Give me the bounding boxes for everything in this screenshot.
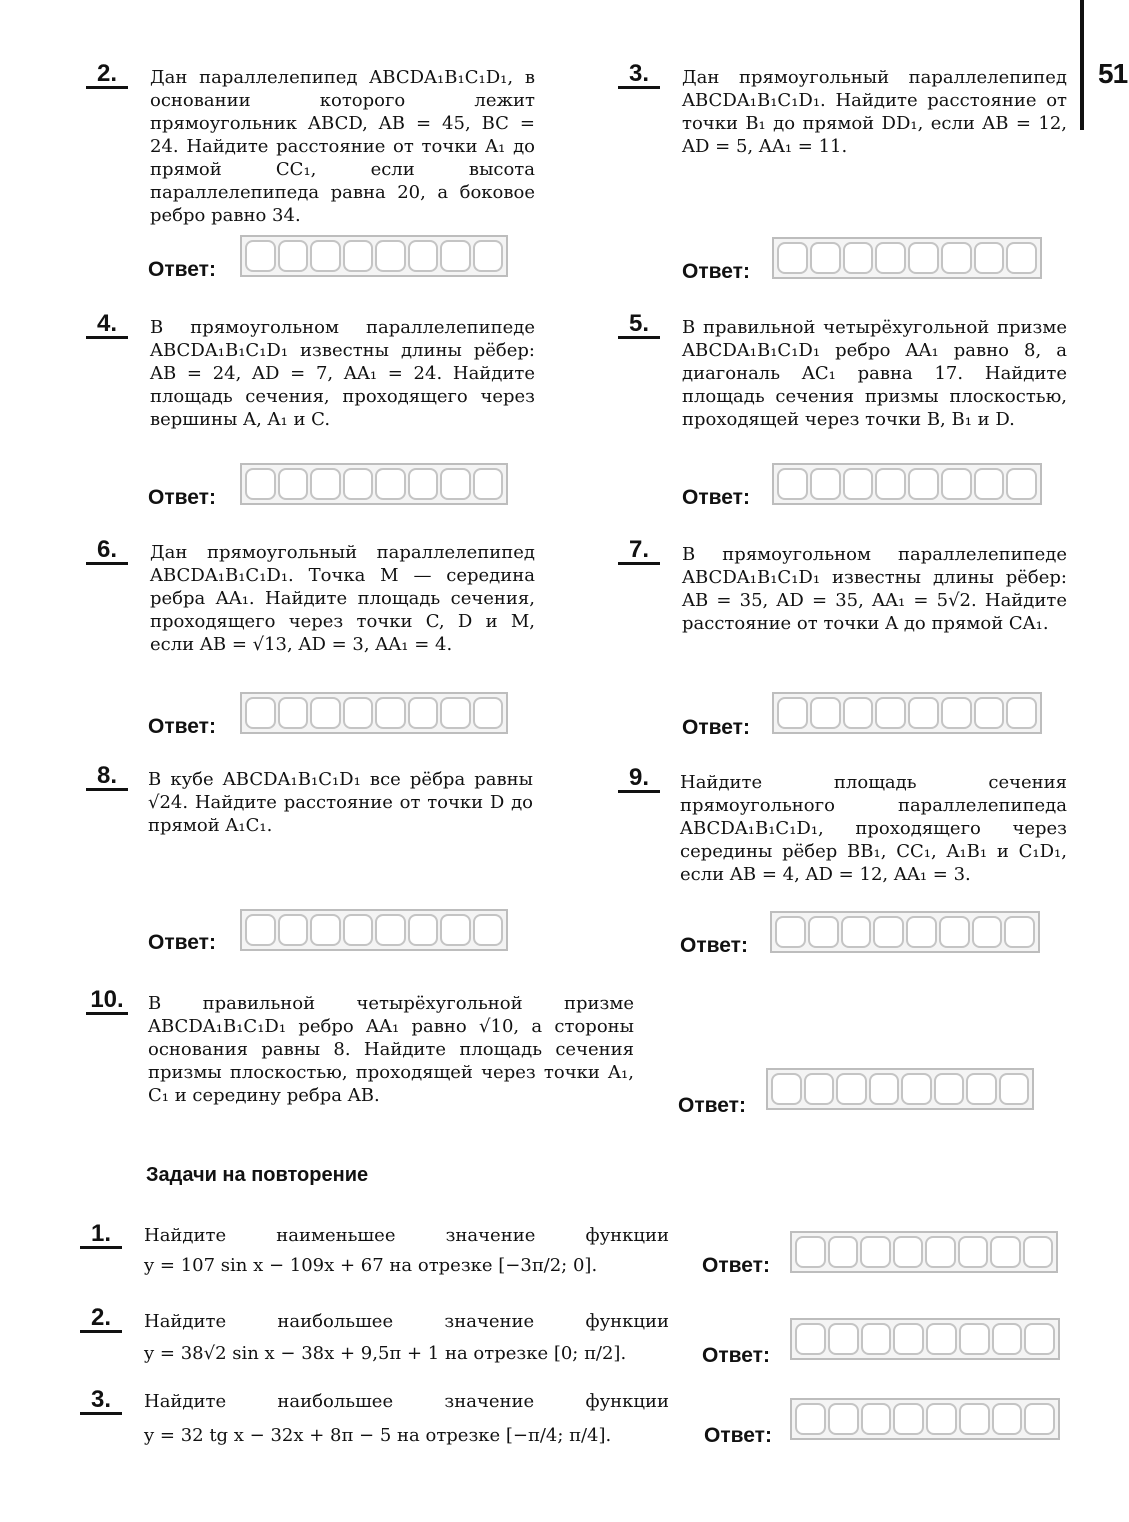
answer-cell[interactable] <box>375 914 406 946</box>
answer-cell[interactable] <box>810 697 841 729</box>
answer-cell[interactable] <box>343 468 374 500</box>
answer-cell[interactable] <box>278 240 309 272</box>
answer-cell[interactable] <box>795 1236 826 1268</box>
answer-cell[interactable] <box>310 468 341 500</box>
answer-cell[interactable] <box>893 1236 924 1268</box>
answer-cell[interactable] <box>959 1403 990 1435</box>
answer-cell[interactable] <box>972 916 1003 948</box>
problem-5-answer-label: Ответ: <box>682 486 750 509</box>
answer-cell[interactable] <box>804 1073 835 1105</box>
problem-10-text: В правильной четырёхугольной призме ABCDA₁B₁C₁D₁ ребро AA₁ равно √10, а стороны основания равны 8. Найдите площадь сечения призмы плоскостью, проходящей через точки A₁, C₁ и середину ребра AB. <box>148 993 634 1106</box>
answer-cell[interactable] <box>440 468 471 500</box>
answer-cell[interactable] <box>828 1236 859 1268</box>
review-1-answer-box[interactable] <box>790 1231 1058 1273</box>
answer-cell[interactable] <box>310 914 341 946</box>
answer-cell[interactable] <box>278 914 309 946</box>
answer-cell[interactable] <box>1006 242 1037 274</box>
answer-cell[interactable] <box>408 468 439 500</box>
answer-cell[interactable] <box>795 1323 826 1355</box>
answer-cell[interactable] <box>473 468 504 500</box>
answer-cell[interactable] <box>843 697 874 729</box>
answer-cell[interactable] <box>861 1403 892 1435</box>
problem-7-text: В прямоугольном параллелепипеде ABCDA₁B₁C₁D₁ известны длины рёбер: AB = 35, AD = 35, AA₁ = 5√2. Найдите расстояние от точки A до прямой CA₁. <box>682 544 1067 634</box>
problem-10-number: 10. <box>86 988 128 1015</box>
problem-3-answer-box[interactable] <box>772 237 1042 279</box>
answer-cell[interactable] <box>925 1236 956 1268</box>
answer-cell[interactable] <box>861 1323 892 1355</box>
problem-9-answer-box[interactable] <box>770 911 1040 953</box>
answer-cell[interactable] <box>860 1236 891 1268</box>
problem-9-text: Найдите площадь сечения прямоугольного параллелепипеда ABCDA₁B₁C₁D₁, проходящего через середины рёбер BB₁, CC₁, A₁B₁ и C₁D₁, если AB = 4, AD = 12, AA₁ = 3. <box>680 772 1067 885</box>
review-3-number: 3. <box>80 1388 122 1415</box>
answer-cell[interactable] <box>795 1403 826 1435</box>
answer-cell[interactable] <box>875 468 906 500</box>
problem-7-answer-box[interactable] <box>772 692 1042 734</box>
answer-cell[interactable] <box>974 468 1005 500</box>
answer-cell[interactable] <box>990 1236 1021 1268</box>
problem-10-answer-label: Ответ: <box>678 1094 746 1117</box>
answer-cell[interactable] <box>408 914 439 946</box>
answer-cell[interactable] <box>828 1323 859 1355</box>
problem-5-answer-box[interactable] <box>772 463 1042 505</box>
review-1-line2: y = 107 sin x − 109x + 67 на отрезке [−3π/2; 0]. <box>144 1255 598 1276</box>
answer-cell[interactable] <box>875 697 906 729</box>
answer-cell[interactable] <box>810 468 841 500</box>
answer-cell[interactable] <box>777 242 808 274</box>
review-3-answer-box[interactable] <box>790 1398 1060 1440</box>
problem-9-answer-label: Ответ: <box>680 934 748 957</box>
problem-3-number: 3. <box>618 62 660 89</box>
answer-cell[interactable] <box>836 1073 867 1105</box>
answer-cell[interactable] <box>875 242 906 274</box>
review-2-answer-label: Ответ: <box>702 1344 770 1367</box>
answer-cell[interactable] <box>966 1073 997 1105</box>
answer-cell[interactable] <box>934 1073 965 1105</box>
answer-cell[interactable] <box>843 242 874 274</box>
problem-8-text: В кубе ABCDA₁B₁C₁D₁ все рёбра равны √24. Найдите расстояние от точки D до прямой A₁C₁. <box>148 769 533 836</box>
answer-cell[interactable] <box>1024 1323 1055 1355</box>
answer-cell[interactable] <box>958 1236 989 1268</box>
answer-cell[interactable] <box>245 914 276 946</box>
review-2-line1: Найдите наибольшее значение функции <box>144 1311 669 1332</box>
answer-cell[interactable] <box>992 1403 1023 1435</box>
answer-cell[interactable] <box>926 1323 957 1355</box>
answer-cell[interactable] <box>908 468 939 500</box>
answer-cell[interactable] <box>828 1403 859 1435</box>
problem-8-number: 8. <box>86 764 128 791</box>
problem-3-answer-label: Ответ: <box>682 260 750 283</box>
answer-cell[interactable] <box>1024 1403 1055 1435</box>
answer-cell[interactable] <box>992 1323 1023 1355</box>
problem-4-answer-label: Ответ: <box>148 486 216 509</box>
answer-cell[interactable] <box>245 240 276 272</box>
answer-cell[interactable] <box>245 468 276 500</box>
answer-cell[interactable] <box>473 240 504 272</box>
answer-cell[interactable] <box>901 1073 932 1105</box>
answer-cell[interactable] <box>893 1403 924 1435</box>
problem-2-number: 2. <box>86 62 128 89</box>
answer-cell[interactable] <box>843 468 874 500</box>
answer-cell[interactable] <box>473 697 504 729</box>
answer-cell[interactable] <box>245 697 276 729</box>
problem-4-number: 4. <box>86 312 128 339</box>
page-number: 51 <box>1098 58 1128 89</box>
problem-8-answer-box[interactable] <box>240 909 508 951</box>
problem-7-number: 7. <box>618 538 660 565</box>
answer-cell[interactable] <box>873 916 904 948</box>
answer-cell[interactable] <box>777 468 808 500</box>
review-3-line1: Найдите наибольшее значение функции <box>144 1391 669 1412</box>
review-2-line2: y = 38√2 sin x − 38x + 9,5π + 1 на отрезке [0; π/2]. <box>144 1343 627 1364</box>
answer-cell[interactable] <box>908 697 939 729</box>
review-3-answer-label: Ответ: <box>704 1424 772 1447</box>
answer-cell[interactable] <box>440 240 471 272</box>
answer-cell[interactable] <box>473 914 504 946</box>
review-section-title: Задачи на повторение <box>146 1164 369 1186</box>
answer-cell[interactable] <box>906 916 937 948</box>
problem-7-answer-label: Ответ: <box>682 716 750 739</box>
answer-cell[interactable] <box>775 916 806 948</box>
answer-cell[interactable] <box>1004 916 1035 948</box>
answer-cell[interactable] <box>926 1403 957 1435</box>
problem-9-number: 9. <box>618 766 660 793</box>
answer-cell[interactable] <box>278 468 309 500</box>
answer-cell[interactable] <box>408 697 439 729</box>
answer-cell[interactable] <box>408 240 439 272</box>
answer-cell[interactable] <box>808 916 839 948</box>
answer-cell[interactable] <box>974 242 1005 274</box>
answer-cell[interactable] <box>375 240 406 272</box>
answer-cell[interactable] <box>941 697 972 729</box>
review-1-number: 1. <box>80 1222 122 1249</box>
answer-cell[interactable] <box>777 697 808 729</box>
problem-5-number: 5. <box>618 312 660 339</box>
answer-cell[interactable] <box>959 1323 990 1355</box>
answer-cell[interactable] <box>893 1323 924 1355</box>
answer-cell[interactable] <box>908 242 939 274</box>
problem-6-number: 6. <box>86 538 128 565</box>
answer-cell[interactable] <box>375 468 406 500</box>
answer-cell[interactable] <box>310 697 341 729</box>
answer-cell[interactable] <box>999 1073 1030 1105</box>
answer-cell[interactable] <box>1006 468 1037 500</box>
problem-6-text: Дан прямоугольный параллелепипед ABCDA₁B₁C₁D₁. Точка M — середина ребра AA₁. Найдите площадь сечения, проходящего через точки C, D и M, если AB = √13, AD = 3, AA₁ = 4. <box>150 542 535 655</box>
answer-cell[interactable] <box>939 916 970 948</box>
problem-4-text: В прямоугольном параллелепипеде ABCDA₁B₁C₁D₁ известны длины рёбер: AB = 24, AD = 7, AA₁ = 24. Найдите площадь сечения, проходящего через вершины A, A₁ и C. <box>150 317 535 430</box>
problem-4-answer-box[interactable] <box>240 463 508 505</box>
answer-cell[interactable] <box>343 697 374 729</box>
answer-cell[interactable] <box>440 697 471 729</box>
problem-5-text: В правильной четырёхугольной призме ABCDA₁B₁C₁D₁ ребро AA₁ равно 8, а диагональ AC₁ равна 17. Найдите площадь сечения призмы плоскостью, проходящей через точки B, B₁ и D. <box>682 317 1067 430</box>
answer-cell[interactable] <box>278 697 309 729</box>
answer-cell[interactable] <box>941 242 972 274</box>
problem-2-answer-box[interactable] <box>240 235 508 277</box>
answer-cell[interactable] <box>343 240 374 272</box>
review-2-number: 2. <box>80 1306 122 1333</box>
problem-3-text: Дан прямоугольный параллелепипед ABCDA₁B₁C₁D₁. Найдите расстояние от точки B₁ до прямой DD₁, если AB = 12, AD = 5, AA₁ = 11. <box>682 67 1067 157</box>
problem-6-answer-label: Ответ: <box>148 715 216 738</box>
answer-cell[interactable] <box>771 1073 802 1105</box>
answer-cell[interactable] <box>869 1073 900 1105</box>
answer-cell[interactable] <box>343 914 374 946</box>
review-3-line2: y = 32 tg x − 32x + 8π − 5 на отрезке [−π/4; π/4]. <box>144 1425 612 1446</box>
problem-6-answer-box[interactable] <box>240 692 508 734</box>
answer-cell[interactable] <box>1023 1236 1054 1268</box>
answer-cell[interactable] <box>841 916 872 948</box>
answer-cell[interactable] <box>941 468 972 500</box>
answer-cell[interactable] <box>440 914 471 946</box>
answer-cell[interactable] <box>375 697 406 729</box>
problem-10-answer-box[interactable] <box>766 1068 1034 1110</box>
problem-2-text: Дан параллелепипед ABCDA₁B₁C₁D₁, в основании которого лежит прямоугольник ABCD, AB = 45, BC = 24. Найдите расстояние от точки A₁ до прямой CC₁, если высота параллелепипеда равна 20, а боковое ребро равно 34. <box>150 67 535 226</box>
problem-8-answer-label: Ответ: <box>148 931 216 954</box>
problem-2-answer-label: Ответ: <box>148 258 216 281</box>
page-edge-line <box>1080 0 1084 130</box>
review-1-answer-label: Ответ: <box>702 1254 770 1277</box>
answer-cell[interactable] <box>810 242 841 274</box>
review-2-answer-box[interactable] <box>790 1318 1060 1360</box>
answer-cell[interactable] <box>974 697 1005 729</box>
answer-cell[interactable] <box>1006 697 1037 729</box>
review-1-line1: Найдите наименьшее значение функции <box>144 1225 669 1246</box>
answer-cell[interactable] <box>310 240 341 272</box>
